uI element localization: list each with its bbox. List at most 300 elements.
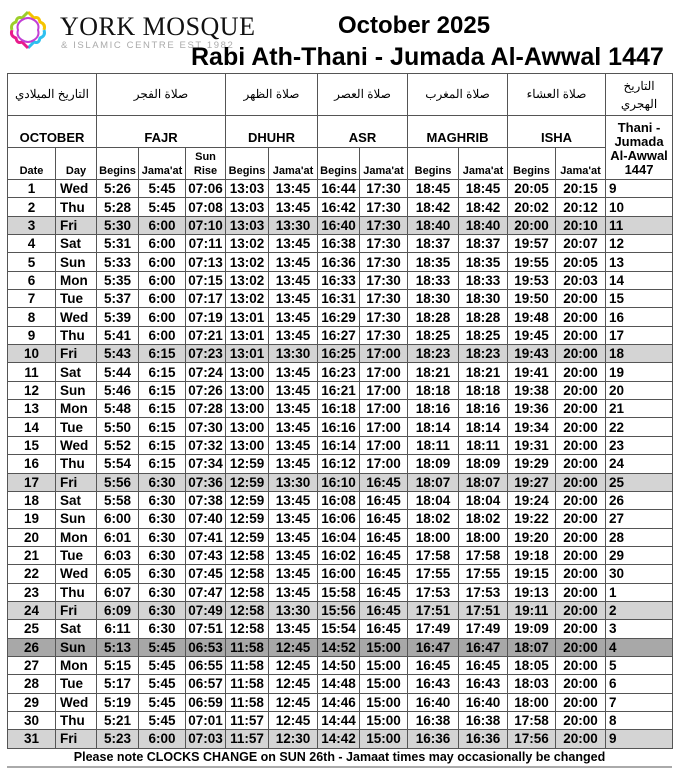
fajr-jamaat-cell: 6:30 (139, 620, 186, 638)
day-cell: Sat (56, 491, 97, 509)
date-cell: 27 (8, 656, 56, 674)
maghrib-jamaat-cell: 18:14 (459, 418, 508, 436)
dhuhr-jamaat-cell: 13:45 (269, 290, 318, 308)
maghrib-jamaat-cell: 16:47 (459, 638, 508, 656)
dhuhr-begins-cell: 12:58 (226, 601, 269, 619)
maghrib-jamaat-cell: 18:40 (459, 216, 508, 234)
isha-jamaat-cell: 20:00 (556, 308, 606, 326)
isha-begins-cell: 18:05 (508, 656, 556, 674)
asr-begins-cell: 16:36 (318, 253, 360, 271)
maghrib-begins-cell: 18:28 (408, 308, 459, 326)
day-cell: Sat (56, 620, 97, 638)
arabic-hijri-date-header: التاريخ الهجري (606, 74, 673, 116)
fajr-begins-cell: 6:09 (97, 601, 139, 619)
date-cell: 20 (8, 528, 56, 546)
fajr-begins-cell: 5:48 (97, 400, 139, 418)
asr-jamaat-cell: 16:45 (360, 473, 408, 491)
maghrib-jamaat-cell: 16:45 (459, 656, 508, 674)
fajr-begins-cell: 6:01 (97, 528, 139, 546)
asr-begins-cell: 16:31 (318, 290, 360, 308)
fajr-begins-cell: 5:56 (97, 473, 139, 491)
fajr-jamaat-cell: 6:30 (139, 491, 186, 509)
maghrib-begins-cell: 18:09 (408, 455, 459, 473)
table-row (8, 656, 673, 674)
dhuhr-jamaat-cell: 13:45 (269, 491, 318, 509)
fajr-begins-cell: 5:54 (97, 455, 139, 473)
date-cell: 21 (8, 546, 56, 564)
asr-begins-header: Begins (318, 148, 360, 180)
isha-jamaat-cell: 20:12 (556, 198, 606, 216)
dhuhr-begins-cell: 13:00 (226, 400, 269, 418)
day-cell: Fri (56, 601, 97, 619)
day-header: Day (56, 148, 97, 180)
table-row (8, 216, 673, 234)
fajr-begins-cell: 5:50 (97, 418, 139, 436)
date-cell: 9 (8, 326, 56, 344)
dhuhr-begins-cell: 11:58 (226, 693, 269, 711)
dhuhr-begins-cell: 11:57 (226, 730, 269, 748)
maghrib-begins-cell: 18:25 (408, 326, 459, 344)
fajr-jamaat-cell: 6:30 (139, 583, 186, 601)
asr-jamaat-cell: 15:00 (360, 656, 408, 674)
dhuhr-begins-cell: 13:02 (226, 290, 269, 308)
table-row (8, 253, 673, 271)
dhuhr-begins-cell: 12:59 (226, 491, 269, 509)
dhuhr-jamaat-cell: 13:45 (269, 436, 318, 454)
day-cell: Sat (56, 235, 97, 253)
maghrib-begins-cell: 16:40 (408, 693, 459, 711)
dhuhr-begins-cell: 11:58 (226, 638, 269, 656)
isha-begins-cell: 19:31 (508, 436, 556, 454)
hijri-date-cell: 1 (606, 583, 673, 601)
arabic-maghrib-header: صلاة المغرب (408, 74, 508, 116)
fajr-jamaat-cell: 6:15 (139, 436, 186, 454)
table-row (8, 510, 673, 528)
asr-jamaat-cell: 17:30 (360, 290, 408, 308)
isha-jamaat-cell: 20:00 (556, 345, 606, 363)
date-cell: 30 (8, 711, 56, 729)
dhuhr-jamaat-header: Jama'at (269, 148, 318, 180)
dhuhr-begins-cell: 12:59 (226, 473, 269, 491)
sunrise-cell: 07:26 (186, 381, 226, 399)
fajr-jamaat-cell: 5:45 (139, 638, 186, 656)
fajr-jamaat-cell: 5:45 (139, 198, 186, 216)
fajr-jamaat-cell: 6:30 (139, 510, 186, 528)
dhuhr-begins-cell: 12:59 (226, 455, 269, 473)
isha-jamaat-cell: 20:00 (556, 656, 606, 674)
arabic-gregorian-date-header: التاريخ الميلادي (8, 74, 97, 116)
asr-jamaat-cell: 17:00 (360, 455, 408, 473)
dhuhr-jamaat-cell: 13:45 (269, 583, 318, 601)
maghrib-begins-cell: 18:00 (408, 528, 459, 546)
fajr-begins-cell: 5:43 (97, 345, 139, 363)
fajr-begins-cell: 6:07 (97, 583, 139, 601)
asr-jamaat-cell: 16:45 (360, 528, 408, 546)
hijri-date-cell: 11 (606, 216, 673, 234)
maghrib-jamaat-cell: 18:33 (459, 271, 508, 289)
day-cell: Thu (56, 711, 97, 729)
maghrib-begins-cell: 16:47 (408, 638, 459, 656)
sunrise-cell: 07:38 (186, 491, 226, 509)
hijri-date-cell: 13 (606, 253, 673, 271)
isha-begins-cell: 20:05 (508, 180, 556, 198)
dhuhr-header: DHUHR (226, 116, 318, 148)
maghrib-jamaat-cell: 18:42 (459, 198, 508, 216)
fajr-begins-cell: 6:11 (97, 620, 139, 638)
asr-jamaat-cell: 15:00 (360, 693, 408, 711)
asr-jamaat-cell: 16:45 (360, 565, 408, 583)
isha-begins-cell: 19:34 (508, 418, 556, 436)
asr-begins-cell: 16:42 (318, 198, 360, 216)
date-cell: 19 (8, 510, 56, 528)
table-row (8, 711, 673, 729)
asr-jamaat-cell: 15:00 (360, 675, 408, 693)
table-row (8, 546, 673, 564)
asr-begins-cell: 14:44 (318, 711, 360, 729)
asr-begins-cell: 16:06 (318, 510, 360, 528)
asr-jamaat-cell: 17:00 (360, 363, 408, 381)
dhuhr-jamaat-cell: 13:45 (269, 235, 318, 253)
date-cell: 1 (8, 180, 56, 198)
date-cell: 12 (8, 381, 56, 399)
maghrib-jamaat-cell: 18:25 (459, 326, 508, 344)
asr-jamaat-cell: 16:45 (360, 546, 408, 564)
hijri-date-cell: 9 (606, 180, 673, 198)
hijri-date-cell: 18 (606, 345, 673, 363)
dhuhr-jamaat-cell: 13:45 (269, 326, 318, 344)
dhuhr-jamaat-cell: 13:45 (269, 381, 318, 399)
day-cell: Sun (56, 381, 97, 399)
date-cell: 15 (8, 436, 56, 454)
table-row (8, 271, 673, 289)
maghrib-jamaat-cell: 17:51 (459, 601, 508, 619)
sunrise-cell: 07:32 (186, 436, 226, 454)
fajr-jamaat-cell: 6:00 (139, 308, 186, 326)
fajr-jamaat-cell: 6:15 (139, 345, 186, 363)
table-row (8, 491, 673, 509)
maghrib-begins-cell: 18:33 (408, 271, 459, 289)
isha-begins-cell: 19:36 (508, 400, 556, 418)
dhuhr-jamaat-cell: 12:30 (269, 730, 318, 748)
dhuhr-jamaat-cell: 13:30 (269, 473, 318, 491)
isha-jamaat-cell: 20:07 (556, 235, 606, 253)
table-row (8, 363, 673, 381)
fajr-begins-cell: 5:26 (97, 180, 139, 198)
asr-jamaat-cell: 17:00 (360, 381, 408, 399)
isha-jamaat-cell: 20:00 (556, 711, 606, 729)
maghrib-jamaat-cell: 17:49 (459, 620, 508, 638)
maghrib-jamaat-cell: 16:43 (459, 675, 508, 693)
asr-jamaat-cell: 16:45 (360, 510, 408, 528)
day-cell: Sat (56, 363, 97, 381)
asr-begins-cell: 16:18 (318, 400, 360, 418)
sunrise-cell: 07:03 (186, 730, 226, 748)
asr-begins-cell: 16:29 (318, 308, 360, 326)
brand-tagline: & ISLAMIC CENTRE EST 1982 (61, 40, 235, 51)
date-header: Date (8, 148, 56, 180)
date-cell: 6 (8, 271, 56, 289)
dhuhr-jamaat-cell: 13:45 (269, 180, 318, 198)
asr-begins-cell: 16:02 (318, 546, 360, 564)
isha-begins-cell: 19:27 (508, 473, 556, 491)
fajr-jamaat-cell: 6:00 (139, 326, 186, 344)
day-cell: Mon (56, 400, 97, 418)
hijri-date-cell: 6 (606, 675, 673, 693)
maghrib-jamaat-cell: 16:40 (459, 693, 508, 711)
isha-jamaat-cell: 20:00 (556, 418, 606, 436)
arabic-fajr-header: صلاة الفجر (97, 74, 226, 116)
day-cell: Thu (56, 455, 97, 473)
hijri-date-cell: 14 (606, 271, 673, 289)
table-row (8, 418, 673, 436)
maghrib-jamaat-cell: 18:30 (459, 290, 508, 308)
fajr-jamaat-cell: 6:30 (139, 528, 186, 546)
fajr-begins-cell: 5:58 (97, 491, 139, 509)
maghrib-jamaat-cell: 18:00 (459, 528, 508, 546)
maghrib-begins-cell: 16:38 (408, 711, 459, 729)
fajr-jamaat-cell: 6:15 (139, 381, 186, 399)
isha-begins-cell: 19:29 (508, 455, 556, 473)
dhuhr-jamaat-cell: 12:45 (269, 675, 318, 693)
date-cell: 29 (8, 693, 56, 711)
isha-begins-cell: 19:11 (508, 601, 556, 619)
dhuhr-begins-cell: 13:00 (226, 363, 269, 381)
isha-jamaat-cell: 20:00 (556, 290, 606, 308)
dhuhr-begins-cell: 12:59 (226, 510, 269, 528)
hijri-date-cell: 16 (606, 308, 673, 326)
date-cell: 2 (8, 198, 56, 216)
fajr-jamaat-cell: 5:45 (139, 693, 186, 711)
isha-jamaat-cell: 20:00 (556, 546, 606, 564)
isha-jamaat-cell: 20:00 (556, 436, 606, 454)
isha-jamaat-cell: 20:03 (556, 271, 606, 289)
isha-begins-cell: 17:56 (508, 730, 556, 748)
maghrib-jamaat-cell: 18:45 (459, 180, 508, 198)
dhuhr-jamaat-cell: 13:45 (269, 528, 318, 546)
isha-jamaat-cell: 20:00 (556, 693, 606, 711)
fajr-jamaat-cell: 5:45 (139, 180, 186, 198)
asr-begins-cell: 14:52 (318, 638, 360, 656)
sunrise-cell: 07:19 (186, 308, 226, 326)
fajr-begins-cell: 5:41 (97, 326, 139, 344)
fajr-begins-cell: 5:35 (97, 271, 139, 289)
asr-begins-cell: 16:00 (318, 565, 360, 583)
hijri-date-cell: 4 (606, 638, 673, 656)
isha-jamaat-cell: 20:00 (556, 491, 606, 509)
date-cell: 16 (8, 455, 56, 473)
isha-begins-cell: 19:18 (508, 546, 556, 564)
dhuhr-begins-cell: 12:58 (226, 565, 269, 583)
isha-begins-cell: 17:58 (508, 711, 556, 729)
fajr-jamaat-cell: 6:15 (139, 363, 186, 381)
sunrise-cell: 07:40 (186, 510, 226, 528)
isha-jamaat-cell: 20:00 (556, 601, 606, 619)
sunrise-cell: 07:51 (186, 620, 226, 638)
isha-begins-header: Begins (508, 148, 556, 180)
asr-jamaat-cell: 17:30 (360, 216, 408, 234)
asr-jamaat-cell: 17:00 (360, 418, 408, 436)
maghrib-begins-cell: 17:55 (408, 565, 459, 583)
sunrise-cell: 07:01 (186, 711, 226, 729)
fajr-begins-cell: 5:31 (97, 235, 139, 253)
asr-begins-cell: 16:16 (318, 418, 360, 436)
date-cell: 18 (8, 491, 56, 509)
sunrise-cell: 06:55 (186, 656, 226, 674)
maghrib-jamaat-cell: 18:21 (459, 363, 508, 381)
maghrib-begins-header: Begins (408, 148, 459, 180)
dhuhr-jamaat-cell: 13:45 (269, 510, 318, 528)
isha-begins-cell: 19:43 (508, 345, 556, 363)
table-row (8, 180, 673, 198)
maghrib-begins-cell: 18:40 (408, 216, 459, 234)
dhuhr-jamaat-cell: 13:45 (269, 546, 318, 564)
table-row (8, 620, 673, 638)
maghrib-begins-cell: 18:42 (408, 198, 459, 216)
isha-jamaat-cell: 20:00 (556, 363, 606, 381)
asr-begins-cell: 15:56 (318, 601, 360, 619)
maghrib-begins-cell: 18:35 (408, 253, 459, 271)
isha-begins-cell: 20:02 (508, 198, 556, 216)
table-row (8, 400, 673, 418)
hijri-date-cell: 8 (606, 711, 673, 729)
hijri-date-cell: 17 (606, 326, 673, 344)
maghrib-jamaat-cell: 17:53 (459, 583, 508, 601)
fajr-begins-cell: 5:13 (97, 638, 139, 656)
dhuhr-jamaat-cell: 13:45 (269, 455, 318, 473)
maghrib-begins-cell: 16:45 (408, 656, 459, 674)
asr-jamaat-cell: 16:45 (360, 601, 408, 619)
day-cell: Sun (56, 253, 97, 271)
isha-begins-cell: 19:15 (508, 565, 556, 583)
dhuhr-jamaat-cell: 13:45 (269, 400, 318, 418)
dhuhr-begins-header: Begins (226, 148, 269, 180)
prayer-timetable (7, 73, 673, 749)
hijri-date-cell: 15 (606, 290, 673, 308)
maghrib-jamaat-cell: 18:11 (459, 436, 508, 454)
quatrefoil-logo-icon (8, 10, 48, 50)
dhuhr-begins-cell: 12:58 (226, 583, 269, 601)
isha-jamaat-cell: 20:00 (556, 583, 606, 601)
asr-begins-cell: 14:46 (318, 693, 360, 711)
date-cell: 26 (8, 638, 56, 656)
date-cell: 14 (8, 418, 56, 436)
arabic-header-row (8, 74, 673, 116)
asr-jamaat-cell: 16:45 (360, 583, 408, 601)
day-cell: Wed (56, 436, 97, 454)
asr-begins-cell: 16:33 (318, 271, 360, 289)
maghrib-jamaat-cell: 18:18 (459, 381, 508, 399)
hijri-date-cell: 21 (606, 400, 673, 418)
maghrib-begins-cell: 18:04 (408, 491, 459, 509)
fajr-jamaat-cell: 6:30 (139, 473, 186, 491)
dhuhr-begins-cell: 13:03 (226, 216, 269, 234)
maghrib-jamaat-cell: 16:38 (459, 711, 508, 729)
isha-begins-cell: 18:07 (508, 638, 556, 656)
day-cell: Wed (56, 565, 97, 583)
isha-jamaat-cell: 20:00 (556, 638, 606, 656)
isha-begins-cell: 19:24 (508, 491, 556, 509)
asr-begins-cell: 16:14 (318, 436, 360, 454)
asr-begins-cell: 15:54 (318, 620, 360, 638)
isha-begins-cell: 19:20 (508, 528, 556, 546)
date-cell: 8 (8, 308, 56, 326)
isha-jamaat-cell: 20:00 (556, 381, 606, 399)
asr-begins-cell: 14:50 (318, 656, 360, 674)
asr-jamaat-cell: 17:30 (360, 271, 408, 289)
dhuhr-begins-cell: 13:03 (226, 198, 269, 216)
hijri-date-cell: 28 (606, 528, 673, 546)
hijri-date-cell: 27 (606, 510, 673, 528)
maghrib-jamaat-cell: 18:23 (459, 345, 508, 363)
isha-jamaat-cell: 20:00 (556, 528, 606, 546)
table-row (8, 381, 673, 399)
sunrise-cell: 07:41 (186, 528, 226, 546)
maghrib-jamaat-cell: 18:37 (459, 235, 508, 253)
isha-jamaat-cell: 20:00 (556, 326, 606, 344)
sunrise-cell: 07:11 (186, 235, 226, 253)
day-cell: Wed (56, 693, 97, 711)
dhuhr-begins-cell: 13:01 (226, 345, 269, 363)
brand-name: YORK MOSQUE (60, 12, 256, 41)
asr-begins-cell: 14:42 (318, 730, 360, 748)
fajr-begins-cell: 5:39 (97, 308, 139, 326)
isha-begins-cell: 19:38 (508, 381, 556, 399)
dhuhr-begins-cell: 13:01 (226, 308, 269, 326)
maghrib-begins-cell: 18:45 (408, 180, 459, 198)
sunrise-cell: 07:47 (186, 583, 226, 601)
date-cell: 7 (8, 290, 56, 308)
maghrib-begins-cell: 18:30 (408, 290, 459, 308)
fajr-jamaat-cell: 6:00 (139, 730, 186, 748)
asr-begins-cell: 16:38 (318, 235, 360, 253)
hijri-date-cell: 23 (606, 436, 673, 454)
dhuhr-jamaat-cell: 13:45 (269, 253, 318, 271)
fajr-jamaat-cell: 6:15 (139, 418, 186, 436)
asr-jamaat-cell: 17:00 (360, 436, 408, 454)
page-subtitle: Rabi Ath-Thani - Jumada Al-Awwal 1447 (191, 43, 664, 71)
sub-header-row (8, 148, 673, 180)
day-cell: Tue (56, 675, 97, 693)
maghrib-begins-cell: 18:11 (408, 436, 459, 454)
day-cell: Fri (56, 216, 97, 234)
table-row (8, 235, 673, 253)
isha-jamaat-cell: 20:00 (556, 675, 606, 693)
isha-jamaat-cell: 20:10 (556, 216, 606, 234)
table-row (8, 565, 673, 583)
day-cell: Wed (56, 180, 97, 198)
sunrise-cell: 07:43 (186, 546, 226, 564)
day-cell: Fri (56, 730, 97, 748)
arabic-isha-header: صلاة العشاء (508, 74, 606, 116)
dhuhr-jamaat-cell: 12:45 (269, 711, 318, 729)
table-row (8, 326, 673, 344)
dhuhr-begins-cell: 11:57 (226, 711, 269, 729)
maghrib-jamaat-cell: 18:16 (459, 400, 508, 418)
fajr-begins-cell: 5:15 (97, 656, 139, 674)
date-cell: 4 (8, 235, 56, 253)
maghrib-begins-cell: 18:02 (408, 510, 459, 528)
asr-jamaat-cell: 17:30 (360, 308, 408, 326)
dhuhr-begins-cell: 13:00 (226, 381, 269, 399)
asr-begins-cell: 16:04 (318, 528, 360, 546)
hijri-date-cell: 24 (606, 455, 673, 473)
day-cell: Mon (56, 656, 97, 674)
fajr-begins-cell: 5:28 (97, 198, 139, 216)
maghrib-header: MAGHRIB (408, 116, 508, 148)
fajr-begins-cell: 5:30 (97, 216, 139, 234)
sunrise-cell: 07:36 (186, 473, 226, 491)
isha-jamaat-header: Jama'at (556, 148, 606, 180)
